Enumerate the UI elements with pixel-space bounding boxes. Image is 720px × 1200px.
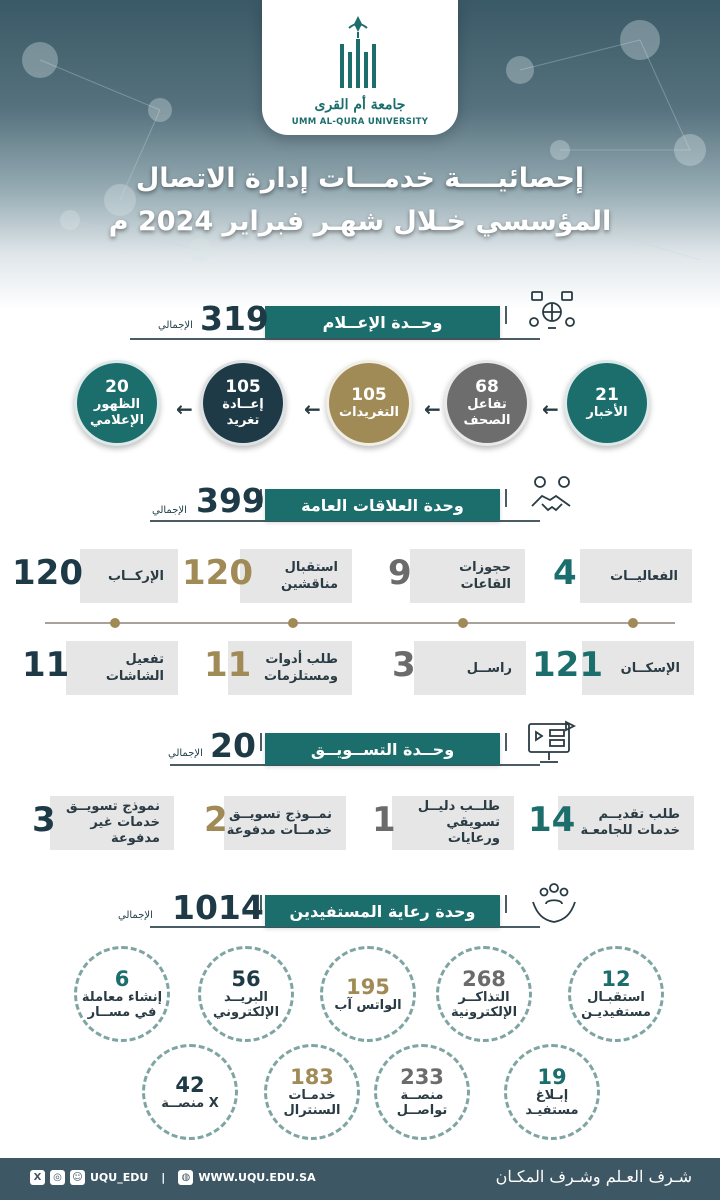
care-total: 1014 xyxy=(172,888,264,927)
card-value: 1 xyxy=(372,800,396,840)
card-value: 9 xyxy=(388,553,412,593)
card-value: 14 xyxy=(528,800,576,840)
divider-dot xyxy=(110,618,120,628)
care-switchboard xyxy=(264,1044,360,1140)
stat-press-interaction xyxy=(444,360,530,446)
stat-retweets xyxy=(200,360,286,446)
stat-label: في مســار xyxy=(87,1005,157,1020)
card-label-line1: طلــب دليــل xyxy=(417,799,500,814)
care-reception xyxy=(568,946,664,1042)
marketing-card-guide xyxy=(392,796,514,850)
stat-value: 183 xyxy=(290,1065,334,1089)
footer-slogan: شـرف العـلم وشـرف المكـان xyxy=(495,1167,692,1186)
card-label: راســل xyxy=(466,660,512,676)
stat-value: 195 xyxy=(346,974,390,999)
card-label: تفعيل الشاشات xyxy=(105,652,164,684)
stat-value: 105 xyxy=(225,377,261,397)
stat-tweets xyxy=(326,360,412,446)
stat-label: السنترال xyxy=(283,1103,341,1118)
pr-card-screens xyxy=(66,641,178,695)
stat-label: منصــة xyxy=(400,1088,444,1103)
stat-label: الإلكتروني xyxy=(212,1005,280,1020)
care-e-tickets xyxy=(436,946,532,1042)
pr-unit-title: وحدة العلاقات العامة xyxy=(265,489,500,521)
stat-value: 6 xyxy=(114,967,130,991)
marketing-card-university-services xyxy=(558,796,694,850)
web-icon: ◍ xyxy=(178,1170,193,1185)
card-label-line2: ومستلزمات xyxy=(263,669,338,684)
stat-label: منصــة X xyxy=(161,1095,219,1111)
handshake-icon xyxy=(528,474,576,518)
card-value: 121 xyxy=(532,645,603,685)
stat-value: 19 xyxy=(537,1065,567,1089)
card-value: 120 xyxy=(12,553,83,593)
stat-label: مستفيديـن xyxy=(581,1005,651,1020)
pr-card-boarding xyxy=(80,549,178,603)
arrow-left-icon: ← xyxy=(424,397,441,421)
pr-card-discussants xyxy=(240,549,352,603)
stat-value: 68 xyxy=(475,377,499,397)
marketing-card-paid xyxy=(224,796,346,850)
stat-value: 56 xyxy=(231,967,261,991)
footer-social xyxy=(30,1170,316,1185)
stat-label: مستفيـد xyxy=(525,1103,579,1118)
care-report xyxy=(504,1044,600,1140)
care-tawasul xyxy=(374,1044,470,1140)
university-logo[interactable] xyxy=(262,0,458,135)
divider xyxy=(45,622,675,624)
marketing-total: 20 xyxy=(210,726,256,765)
card-label-line1: طلب تقديــم xyxy=(598,807,680,822)
stat-label: الإعلامي xyxy=(89,413,145,428)
university-emblem-icon xyxy=(335,14,385,94)
stat-label: البريــد xyxy=(223,990,268,1005)
stat-value: 42 xyxy=(175,1072,205,1097)
pr-card-hall-bookings xyxy=(410,549,525,603)
card-label: الفعاليــات xyxy=(610,568,678,584)
people-care-icon xyxy=(530,880,578,926)
card-label: حجوزات القاعات xyxy=(459,560,511,592)
card-label-line1: طلب أدوات xyxy=(265,652,338,667)
card-label: الإسكــان xyxy=(620,660,680,676)
divider xyxy=(505,306,507,324)
divider xyxy=(260,733,262,751)
care-total-label: الإجمالي xyxy=(118,910,153,921)
media-total: 319 xyxy=(200,299,269,338)
card-value: 3 xyxy=(392,645,416,685)
stat-value: 20 xyxy=(105,377,129,397)
stat-label: خدمـات xyxy=(288,1088,336,1103)
media-icon xyxy=(528,288,576,332)
card-label: استقبال مناقشين xyxy=(281,560,338,592)
page-title-line2: المؤسسي خـلال شهـر فبراير 2024 م xyxy=(108,206,612,237)
stat-label: تفاعل xyxy=(467,397,507,412)
card-value: 2 xyxy=(204,800,228,840)
card-value: 3 xyxy=(32,800,56,840)
card-label-line2: خدمات للجامعـة xyxy=(580,823,680,838)
marketing-total-label: الإجمالي xyxy=(168,748,203,759)
instagram-icon[interactable]: ◎ xyxy=(50,1170,65,1185)
card-value: 120 xyxy=(182,553,253,593)
stat-news xyxy=(564,360,650,446)
stat-value: 233 xyxy=(400,1065,444,1089)
card-value: 11 xyxy=(204,645,252,685)
pr-total-label: الإجمالي xyxy=(152,505,187,516)
card-label xyxy=(227,796,332,850)
stat-label: التذاكــر xyxy=(458,990,510,1005)
media-unit-title: وحــدة الإعــلام xyxy=(265,306,500,338)
pr-total: 399 xyxy=(196,481,265,520)
card-label: الإركــاب xyxy=(107,568,164,584)
care-whatsapp xyxy=(320,946,416,1042)
stat-label: الواتس آب xyxy=(334,997,402,1013)
social-handle[interactable]: UQU_EDU xyxy=(90,1171,149,1184)
arrow-left-icon: ← xyxy=(542,397,559,421)
footer-separator: | xyxy=(161,1171,166,1184)
marketing-card-unpaid xyxy=(50,796,174,850)
stat-label: الظهور xyxy=(93,397,141,412)
arrow-left-icon: ← xyxy=(176,397,193,421)
stat-value: 12 xyxy=(601,967,631,991)
stat-label: الإلكترونية xyxy=(450,1005,518,1020)
stat-label: تغريد xyxy=(226,413,260,428)
pr-card-events xyxy=(580,549,692,603)
card-label-line2: خدمــات مدفوعة xyxy=(226,823,332,838)
pr-card-rasel xyxy=(414,641,526,695)
card-label-line2: خدمات غير مدفوعة xyxy=(90,815,160,846)
stat-label: إعــادة xyxy=(222,397,264,412)
stat-value: 21 xyxy=(595,385,619,405)
stat-value: 268 xyxy=(462,967,506,991)
stat-label: إبـلاغ xyxy=(535,1088,569,1103)
card-label-line1: نمــوذج تسويــق xyxy=(229,807,332,822)
card-label xyxy=(264,641,338,695)
card-label xyxy=(392,796,500,850)
care-unit-title: وحدة رعاية المستفيدين xyxy=(265,895,500,927)
divider xyxy=(505,733,507,751)
website-link[interactable]: WWW.UQU.EDU.SA xyxy=(198,1171,316,1184)
card-label-line1: نموذج تسويــق xyxy=(65,799,160,814)
logo-arabic-text: جامعة أم القرى xyxy=(314,97,406,113)
stat-label: إنشاء معاملة xyxy=(81,990,163,1005)
stat-media-appearance xyxy=(74,360,160,446)
stat-label: تواصــل xyxy=(396,1103,448,1118)
card-value: 11 xyxy=(22,645,70,685)
media-total-label: الإجمالي xyxy=(158,320,193,331)
divider-dot xyxy=(288,618,298,628)
stat-value: 105 xyxy=(351,385,387,405)
stat-label: الصحف xyxy=(463,413,511,428)
care-masar-transaction xyxy=(74,946,170,1042)
page-title-line1: إحصائيــــة خدمـــات إدارة الاتصال xyxy=(135,163,585,194)
card-label-line2: تسويقي ورعايات xyxy=(446,815,500,846)
stat-label: التغريدات xyxy=(339,405,399,420)
stat-label: استقبـال xyxy=(587,990,645,1005)
care-x-platform xyxy=(142,1044,238,1140)
monitor-icon xyxy=(526,720,576,766)
care-email xyxy=(198,946,294,1042)
snapchat-icon[interactable]: ☺ xyxy=(70,1170,85,1185)
footer xyxy=(0,1158,720,1200)
marketing-unit-title: وحــدة التســويــق xyxy=(265,733,500,765)
hero-banner xyxy=(0,0,720,310)
divider xyxy=(130,338,540,340)
arrow-left-icon: ← xyxy=(304,397,321,421)
card-value: 4 xyxy=(553,553,577,593)
divider xyxy=(505,489,507,507)
divider-dot xyxy=(458,618,468,628)
stat-label: الأخبار xyxy=(586,405,628,420)
divider xyxy=(505,895,507,913)
card-label xyxy=(50,796,160,850)
logo-english-text: UMM AL-QURA UNIVERSITY xyxy=(291,117,429,127)
card-label xyxy=(580,796,680,850)
x-icon[interactable]: X xyxy=(30,1170,45,1185)
divider-dot xyxy=(628,618,638,628)
